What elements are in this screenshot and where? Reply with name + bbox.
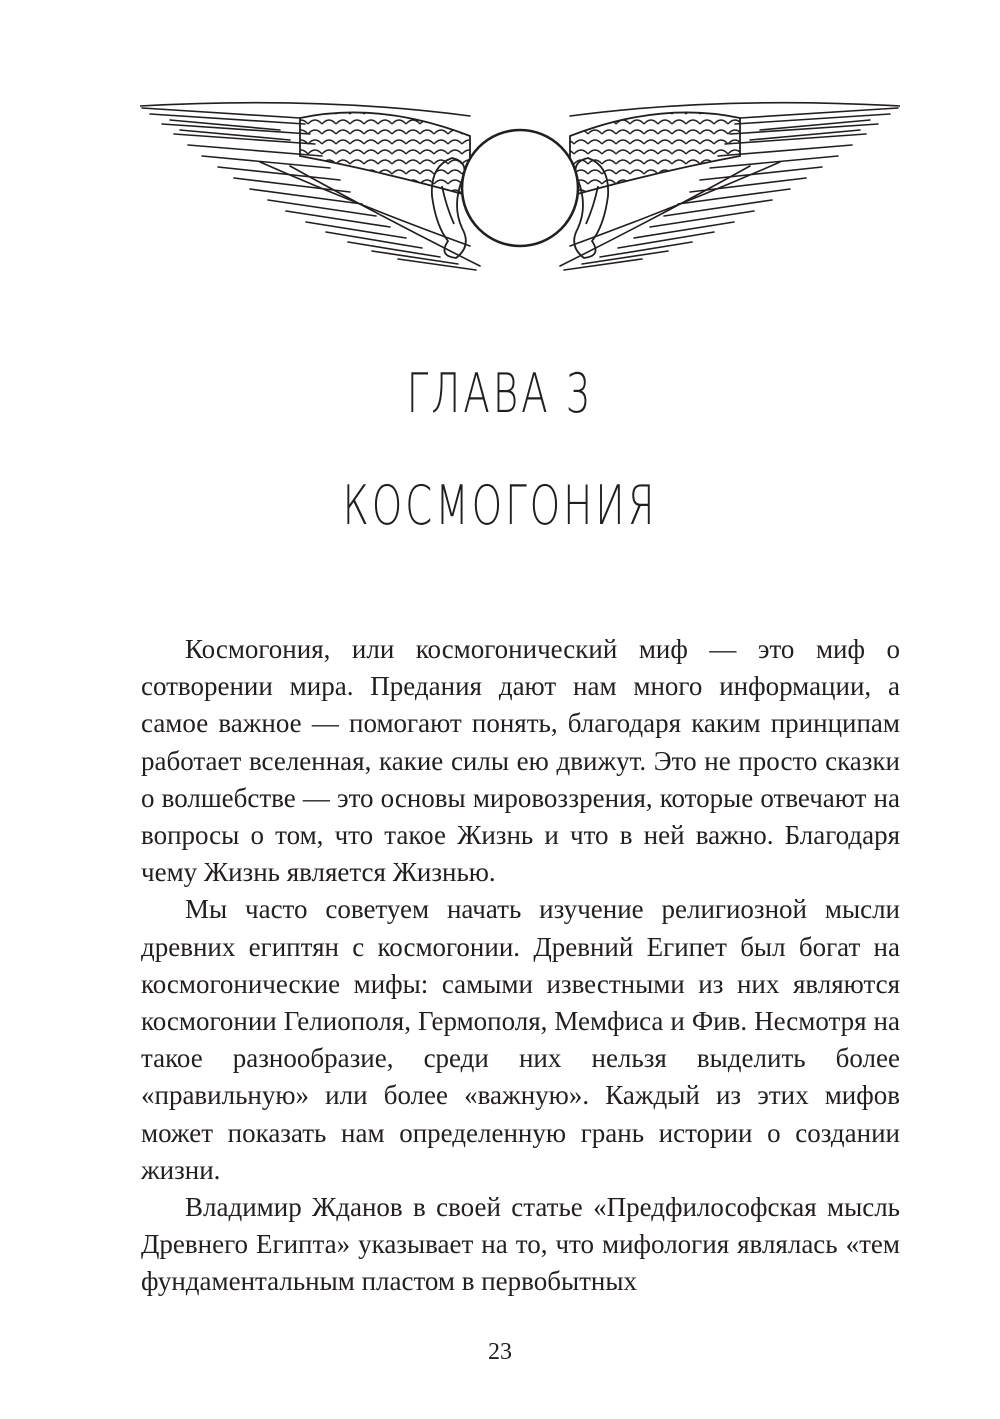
winged-sun-disk-emblem [140,96,900,286]
chapter-number: ГЛАВА 3 [406,362,594,425]
page-number: 23 [488,1339,512,1365]
paragraph: Космогония, или космогонический миф — это миф о сотворении мира. Предания дают нам много информации, а самое важное — помогают понять, благодаря каким принципам работает вселенная, какие силы ею движут. Это не просто сказки о волшебстве — это основы мировоззрения, которые отвечают на вопросы о том, что такое Жизнь и что в ней важно. Благодаря чему Жизнь является Жизнью. [141,634,900,888]
paragraph: Владимир Жданов в своей статье «Предфилософская мысль Древнего Египта» указывает на то, что мифология являлась «тем фундаментальным пластом в первобытных [141,1192,900,1297]
right-wing-icon [560,96,900,270]
body-text [141,631,900,1301]
left-wing-icon [140,96,480,270]
sun-disk-icon [462,130,578,246]
paragraph: Мы часто советуем начать изучение религиозной мысли древних египтян с космогонии. Древний Египет был богат на космогонические мифы: самыми известными из них являются космогонии Гелиополя, Гермополя, Мемфиса и Фив. Несмотря на такое разнообразие, среди них нельзя выделить более «правильную» или более «важную». Каждый из этих мифов может показать нам определенную грань истории о создании жизни. [141,894,900,1185]
chapter-title: КОСМОГОНИЯ [342,474,658,537]
